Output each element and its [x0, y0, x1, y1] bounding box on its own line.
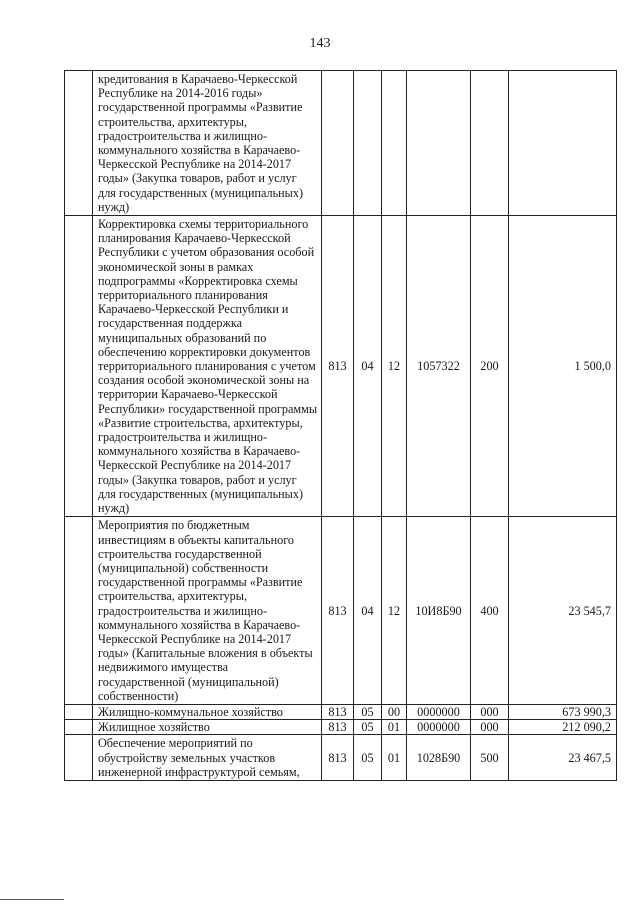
- grbs-cell: [322, 71, 354, 216]
- budget-table: [64, 70, 617, 781]
- description-cell: Жилищно-коммунальное хозяйство: [93, 704, 322, 719]
- amount-cell: 1 500,0: [509, 216, 617, 517]
- expense-type-cell: 000: [471, 704, 509, 719]
- target-article-cell: 1028Б90: [407, 735, 471, 781]
- subsection-cell: 01: [382, 720, 407, 735]
- row-number-cell: [65, 216, 93, 517]
- description-cell: кредитования в Карачаево-Черкесской Республике на 2014-2016 годы» государственной программы «Развитие строительства, архитектуры, градостроительства и жилищно-коммунального хозяйства в Карачаево-Черкесской Республике на 2014-2017 годы» (Закупка товаров, работ и услуг для государственных (муниципальных) нужд): [93, 71, 322, 216]
- expense-type-cell: 500: [471, 735, 509, 781]
- table-row: [65, 71, 617, 216]
- table-row: [65, 216, 617, 517]
- table-row: [65, 720, 617, 735]
- grbs-cell: 813: [322, 517, 354, 705]
- grbs-cell: 813: [322, 216, 354, 517]
- description-cell: Корректировка схемы территориального планирования Карачаево-Черкесской Республики с учетом образования особой экономической зоны в рамках подпрограммы «Корректировка схемы территориального планирования Карачаево-Черкесской Республики и государственная поддержка муниципальных образований по обеспечению корректировки документов территориального планирования с учетом создания особой экономической зоны на территории Карачаево-Черкесской Республики» государственной программы «Развитие строительства, архитектуры, градостроительства и жилищно-коммунального хозяйства в Карачаево-Черкесской Республике на 2014-2017 годы» (Закупка товаров, работ и услуг для государственных (муниципальных) нужд): [93, 216, 322, 517]
- description-cell: Обеспечение мероприятий по обустройству земельных участков инженерной инфраструктурой семьям,: [93, 735, 322, 781]
- description-cell: Жилищное хозяйство: [93, 720, 322, 735]
- table-row: [65, 517, 617, 705]
- amount-cell: 673 990,3: [509, 704, 617, 719]
- subsection-cell: 01: [382, 735, 407, 781]
- expense-type-cell: 400: [471, 517, 509, 705]
- description-cell: Мероприятия по бюджетным инвестициям в объекты капитального строительства государственной (муниципальной) собственности государственной программы «Развитие строительства, архитектуры, градостроительства и жилищно-коммунального хозяйства в Карачаево-Черкесской Республике на 2014-2017 годы» (Капитальные вложения в объекты недвижимого имущества государственной (муниципальной) собственности): [93, 517, 322, 705]
- grbs-cell: 813: [322, 720, 354, 735]
- target-article-cell: 1057322: [407, 216, 471, 517]
- grbs-cell: 813: [322, 704, 354, 719]
- section-cell: 04: [354, 216, 382, 517]
- subsection-cell: 12: [382, 517, 407, 705]
- row-number-cell: [65, 704, 93, 719]
- target-article-cell: 10И8Б90: [407, 517, 471, 705]
- section-cell: 05: [354, 720, 382, 735]
- section-cell: 04: [354, 517, 382, 705]
- subsection-cell: 00: [382, 704, 407, 719]
- target-article-cell: [407, 71, 471, 216]
- section-cell: [354, 71, 382, 216]
- amount-cell: 212 090,2: [509, 720, 617, 735]
- subsection-cell: 12: [382, 216, 407, 517]
- target-article-cell: 0000000: [407, 704, 471, 719]
- expense-type-cell: [471, 71, 509, 216]
- subsection-cell: [382, 71, 407, 216]
- row-number-cell: [65, 517, 93, 705]
- page-number: 143: [309, 36, 331, 51]
- section-cell: 05: [354, 735, 382, 781]
- row-number-cell: [65, 71, 93, 216]
- amount-cell: [509, 71, 617, 216]
- amount-cell: 23 467,5: [509, 735, 617, 781]
- row-number-cell: [65, 720, 93, 735]
- section-cell: 05: [354, 704, 382, 719]
- expense-type-cell: 200: [471, 216, 509, 517]
- table-row: [65, 704, 617, 719]
- table-row: [65, 735, 617, 781]
- amount-cell: 23 545,7: [509, 517, 617, 705]
- footnote-divider: [0, 899, 64, 900]
- target-article-cell: 0000000: [407, 720, 471, 735]
- row-number-cell: [65, 735, 93, 781]
- grbs-cell: 813: [322, 735, 354, 781]
- expense-type-cell: 000: [471, 720, 509, 735]
